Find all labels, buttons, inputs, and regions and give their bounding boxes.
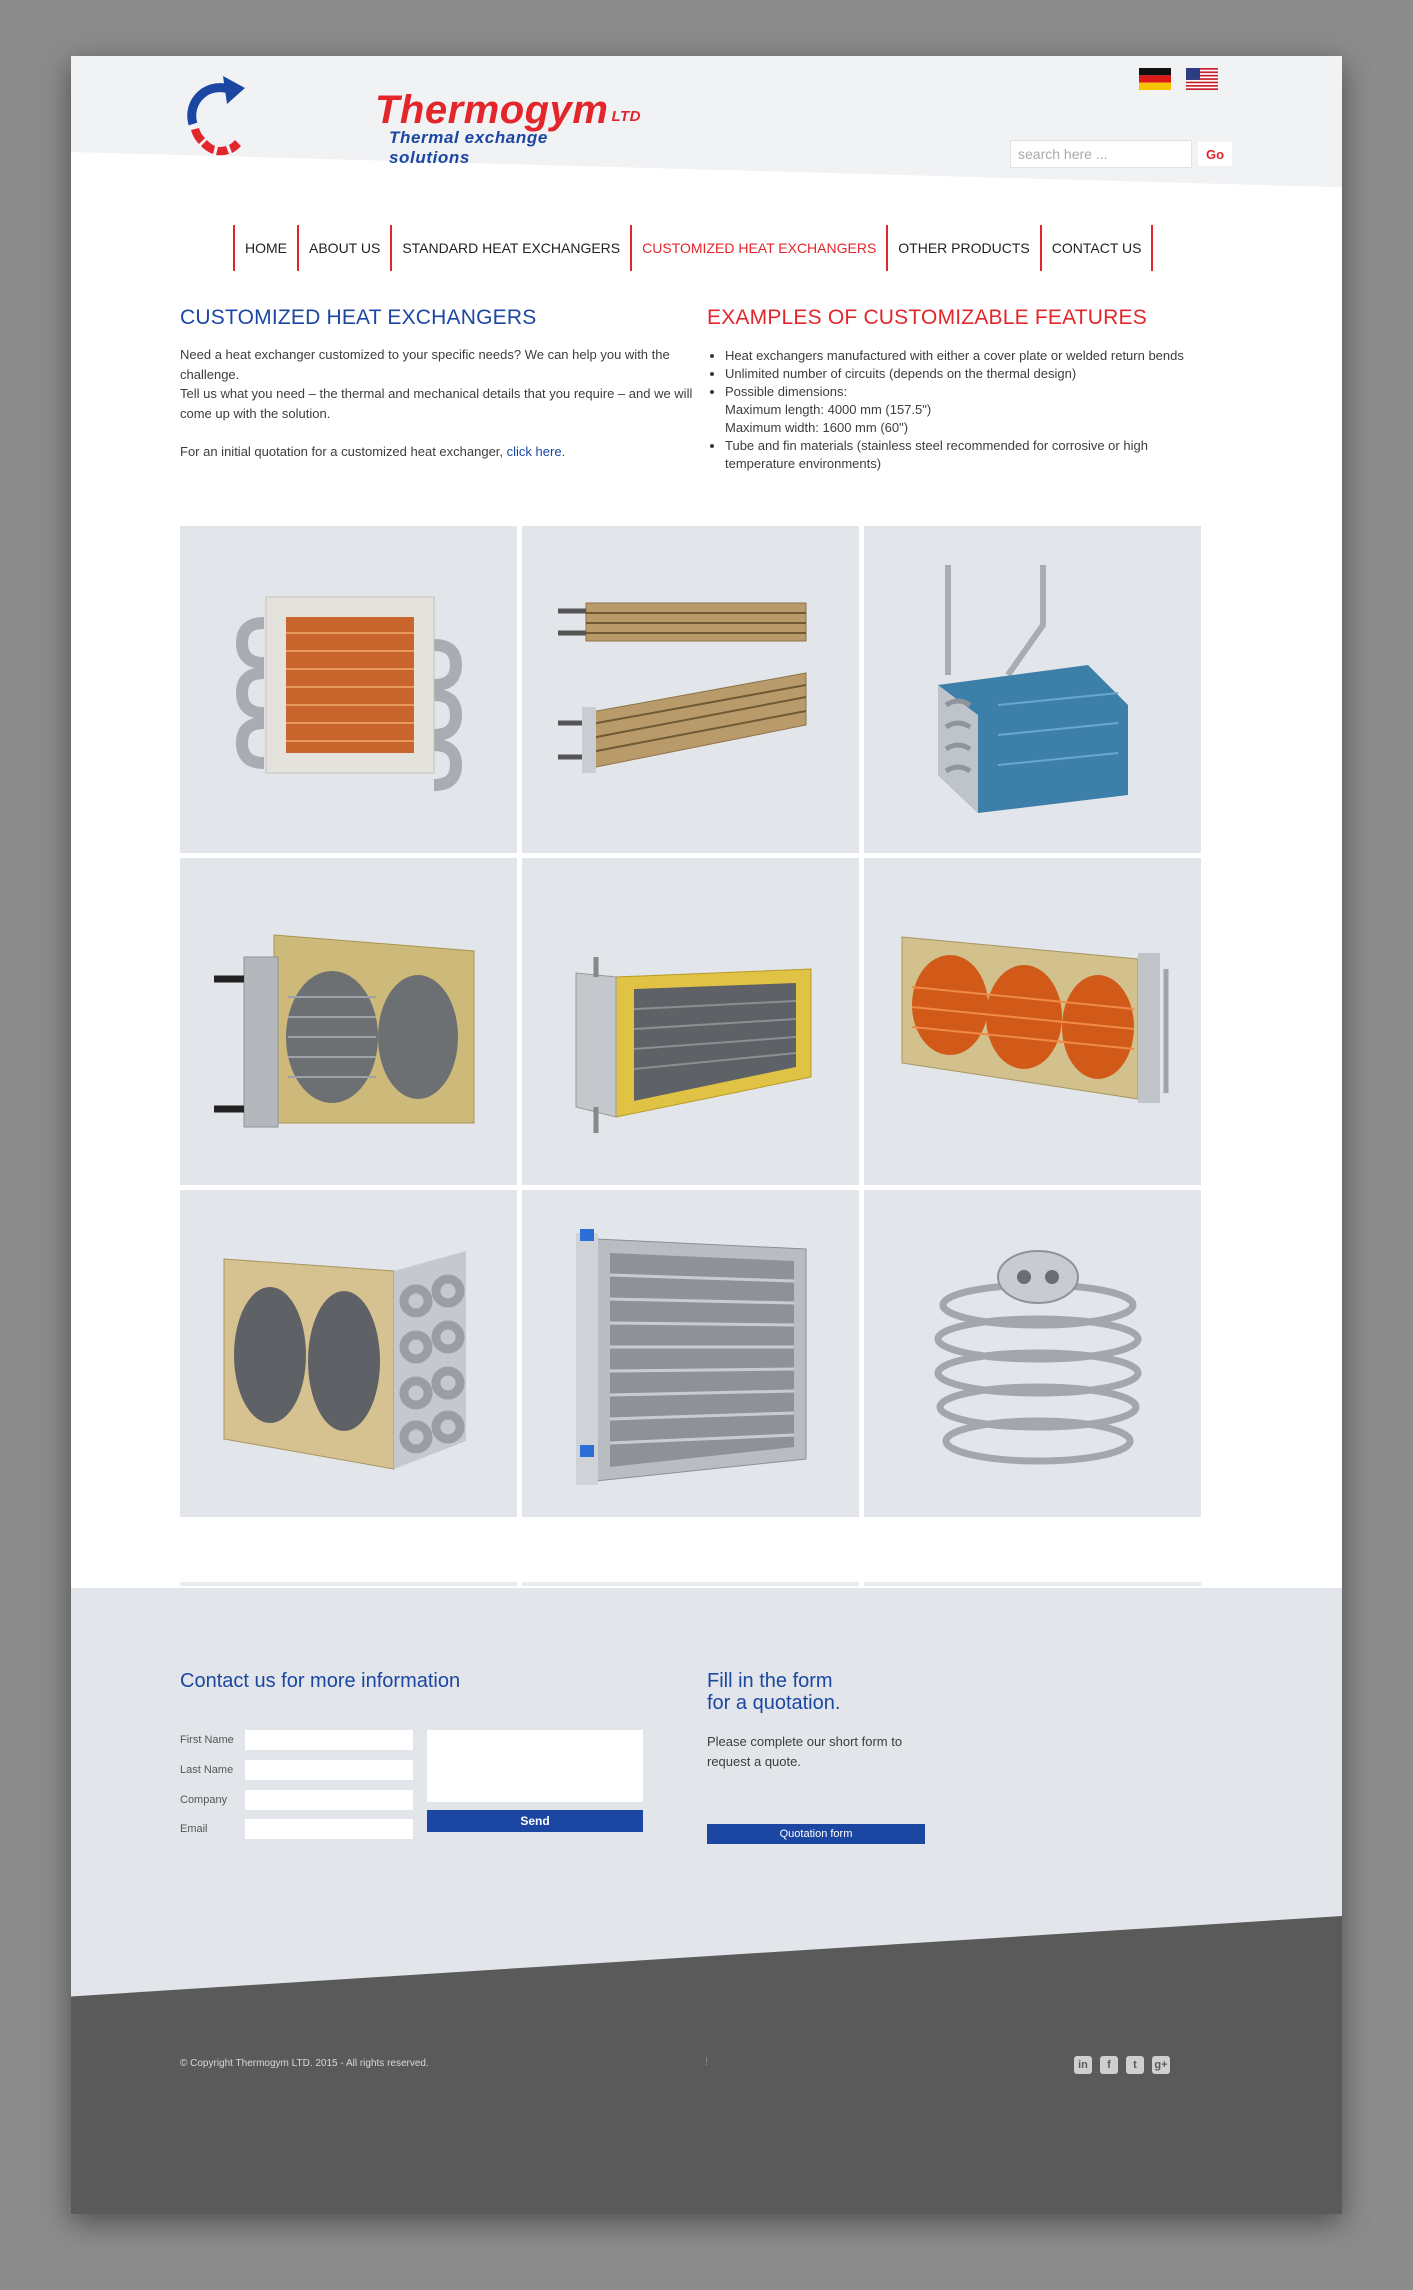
nav-standard-heat-exchangers[interactable]: STANDARD HEAT EXCHANGERS — [390, 225, 630, 271]
gallery-tile[interactable] — [522, 1190, 859, 1517]
nav-about-us[interactable]: ABOUT US — [297, 225, 390, 271]
gallery-tile[interactable] — [864, 858, 1201, 1185]
copper-coil-plate-icon — [204, 555, 494, 825]
large-aluminium-coil-icon — [546, 1219, 836, 1489]
footer-mark: ! — [705, 2056, 709, 2068]
intro-section — [180, 306, 700, 462]
google-plus-icon[interactable]: g+ — [1152, 2056, 1170, 2074]
gallery-tile[interactable] — [180, 858, 517, 1185]
page-title: CUSTOMIZED HEAT EXCHANGERS — [180, 306, 537, 329]
message-textarea[interactable] — [427, 1730, 643, 1802]
company-row — [180, 1790, 413, 1810]
gold-frame-coil-icon — [546, 887, 836, 1157]
first-name-row — [180, 1730, 413, 1750]
gallery-divider — [180, 1582, 1201, 1586]
quotation-form-button[interactable]: Quotation form — [707, 1824, 925, 1844]
company-field[interactable] — [245, 1790, 413, 1810]
logo-wordmark: Thermogym LTD — [375, 88, 641, 132]
features-list — [707, 347, 1197, 473]
finned-tube-pair-icon — [546, 555, 836, 825]
vertical-coil-icon — [888, 555, 1178, 825]
search-input[interactable] — [1010, 140, 1192, 168]
search-go-button[interactable]: Go — [1198, 142, 1232, 166]
intro-paragraph-2: Tell us what you need – the thermal and mechanical details that you require – and we will come up with the solution. — [180, 386, 693, 421]
gallery-tile[interactable] — [864, 1190, 1201, 1517]
facebook-icon[interactable]: f — [1100, 2056, 1118, 2074]
twin-fan-return-bend-icon — [204, 1219, 494, 1489]
gallery-tile[interactable] — [522, 858, 859, 1185]
first-name-field[interactable] — [245, 1730, 413, 1750]
logo[interactable] — [181, 68, 641, 173]
send-button[interactable]: Send — [427, 1810, 643, 1832]
feature-item: • Tube and fin materials (stainless steel recommended for corrosive or high temperature environments) — [725, 437, 1197, 473]
last-name-field[interactable] — [245, 1760, 413, 1780]
copyright-text: © Copyright Thermogym LTD. 2015 - All rights reserved. — [180, 2058, 429, 2069]
nav-other-products[interactable]: OTHER PRODUCTS — [886, 225, 1039, 271]
social-links — [1074, 2056, 1170, 2074]
contact-title: Contact us for more information — [180, 1670, 461, 1692]
product-gallery — [180, 526, 1201, 1517]
gallery-tile[interactable] — [180, 1190, 517, 1517]
nav-contact-us[interactable]: CONTACT US — [1040, 225, 1154, 271]
company-label: Company — [180, 1794, 228, 1806]
quotation-title: Fill in the form for a quotation. — [707, 1670, 841, 1714]
contact-section — [180, 1670, 550, 1835]
gallery-tile[interactable] — [522, 526, 859, 853]
linkedin-icon[interactable]: in — [1074, 2056, 1092, 2074]
email-label: Email — [180, 1823, 208, 1835]
triple-fan-copper-coil-icon — [888, 887, 1178, 1157]
last-name-row — [180, 1760, 413, 1780]
last-name-label: Last Name — [180, 1764, 234, 1776]
quotation-text: Please complete our short form to request a quote. — [707, 1734, 903, 1769]
main-nav — [233, 225, 1153, 271]
intro-paragraph-1: Need a heat exchanger customized to your specific needs? We can help you with the challenge. — [180, 347, 670, 382]
intro-paragraph-3: For an initial quotation for a customized heat exchanger, click here. — [180, 444, 566, 459]
logo-tagline: Thermal exchange solutions — [389, 128, 548, 167]
feature-item: • Unlimited number of circuits (depends on the thermal design) — [725, 365, 1197, 383]
gallery-tile[interactable] — [180, 526, 517, 853]
twitter-icon[interactable]: t — [1126, 2056, 1144, 2074]
nav-home[interactable]: HOME — [233, 225, 297, 271]
nav-customized-heat-exchangers[interactable]: CUSTOMIZED HEAT EXCHANGERS — [630, 225, 886, 271]
gallery-tile[interactable] — [864, 526, 1201, 853]
german-flag-icon[interactable] — [1139, 68, 1171, 90]
quotation-link[interactable]: click here — [506, 444, 562, 459]
email-row — [180, 1819, 413, 1839]
quotation-section — [707, 1670, 947, 1840]
helical-coil-icon — [888, 1219, 1178, 1489]
features-section — [707, 306, 1197, 473]
feature-item: • Possible dimensions: Maximum length: 4000 mm (157.5") Maximum width: 1600 mm (60") — [725, 383, 1197, 437]
features-title: EXAMPLES OF CUSTOMIZABLE FEATURES — [707, 306, 1147, 329]
first-name-label: First Name — [180, 1734, 234, 1746]
page-frame — [71, 56, 1342, 2214]
email-field[interactable] — [245, 1819, 413, 1839]
twin-fan-brass-coil-icon — [204, 887, 494, 1157]
feature-item: • Heat exchangers manufactured with either a cover plate or welded return bends — [725, 347, 1197, 365]
us-flag-icon[interactable] — [1186, 68, 1218, 90]
logo-mark-icon — [183, 72, 253, 160]
